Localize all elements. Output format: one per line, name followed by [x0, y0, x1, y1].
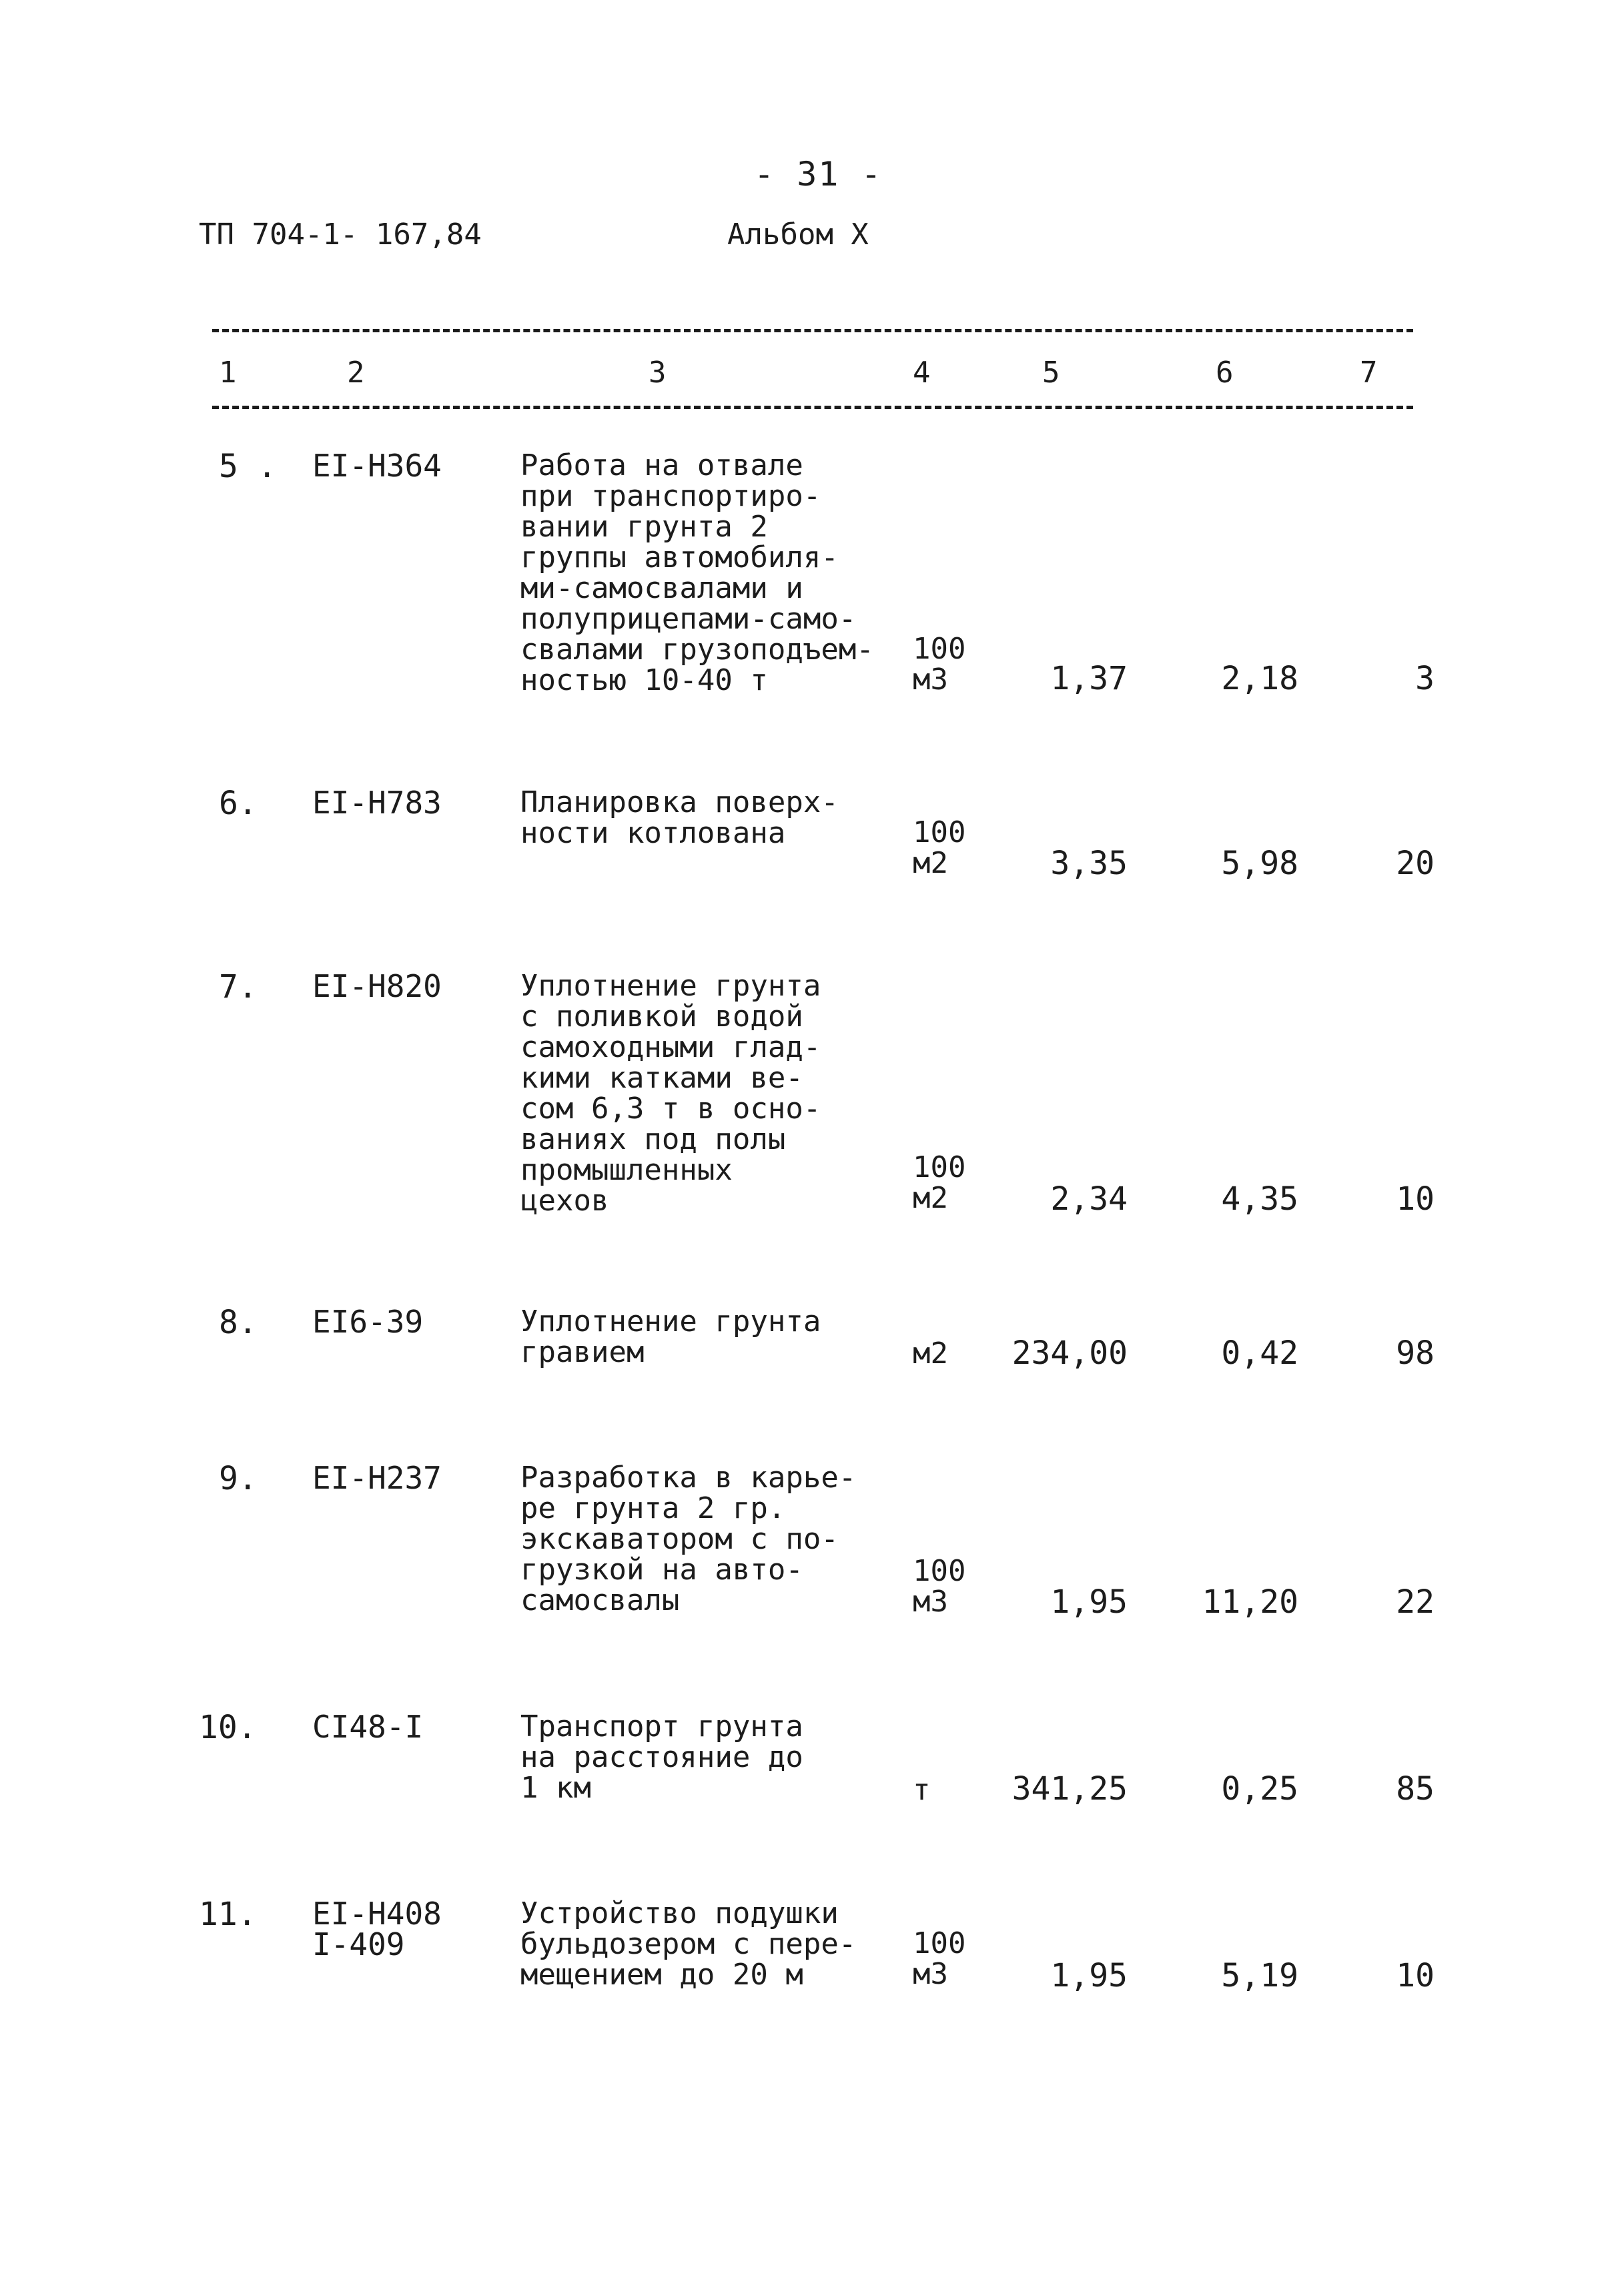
row-col7: 98: [1396, 1334, 1435, 1372]
row-code: CI48-I: [312, 1709, 424, 1745]
row-col7: 10: [1396, 1957, 1435, 1994]
row-description: Планировка поверх- ности котлована: [520, 785, 839, 850]
row-col5: 2,34: [1050, 1180, 1128, 1218]
row-code: EI-H237: [312, 1460, 442, 1496]
row-unit: м2: [913, 1336, 948, 1371]
row-col5: 1,37: [1050, 660, 1128, 697]
column-header-1: 1: [219, 356, 237, 390]
column-header-3: 3: [649, 356, 667, 390]
column-header-5: 5: [1042, 356, 1060, 390]
row-col5: 1,95: [1050, 1583, 1128, 1621]
row-col6: 2,18: [1221, 660, 1298, 697]
row-col7: 85: [1396, 1770, 1435, 1808]
row-col6: 5,19: [1221, 1957, 1298, 1994]
row-unit: 100 м2: [913, 815, 966, 880]
row-number: 7.: [219, 968, 258, 1006]
row-description: Работа на отвале при транспортиро- вании грунта 2 группы автомобиля- ми-самосвалами и полуприцепами-само- свалами грузоподъем- ностью 10-40 т: [520, 448, 874, 697]
row-col7: 22: [1396, 1583, 1435, 1621]
row-col5: 1,95: [1050, 1957, 1128, 1994]
row-col7: 10: [1396, 1180, 1435, 1218]
row-code: EI-H820: [312, 968, 442, 1004]
page-number: - 31 -: [754, 155, 883, 194]
column-header-6: 6: [1216, 356, 1234, 390]
row-unit: 100 м3: [913, 1554, 966, 1619]
column-header-2: 2: [347, 356, 365, 390]
row-code: EI-H408 I-409: [312, 1896, 442, 1962]
row-col7: 3: [1415, 660, 1435, 697]
row-number: 11.: [199, 1896, 257, 1933]
row-code: EI6-39: [312, 1304, 424, 1340]
column-header-7: 7: [1360, 356, 1378, 390]
row-description: Устройство подушки бульдозером с пере- мещением до 20 м: [520, 1896, 857, 1992]
document-code: ТП 704-1- 167,84: [199, 218, 482, 252]
column-header-4: 4: [913, 356, 931, 390]
row-number: 9.: [219, 1460, 258, 1497]
row-number: 8.: [219, 1304, 258, 1341]
row-code: EI-H364: [312, 448, 442, 484]
row-number: 5 .: [219, 448, 277, 485]
row-col5: 341,25: [1011, 1770, 1128, 1808]
row-description: Уплотнение грунта с поливкой водой самоходными глад- кими катками ве- сом 6,3 т в осно- ваниях под полы промышленных цехов: [520, 969, 821, 1218]
row-unit: 100 м2: [913, 1150, 966, 1215]
row-description: Разработка в карье- ре грунта 2 гр. экскаватором с по- грузкой на авто- самосвалы: [520, 1461, 857, 1617]
row-col5: 3,35: [1050, 845, 1128, 882]
table-header-bottom-rule: [212, 406, 1413, 409]
row-number: 10.: [199, 1709, 257, 1746]
row-col6: 11,20: [1202, 1583, 1298, 1621]
row-number: 6.: [219, 785, 258, 822]
row-col7: 20: [1396, 845, 1435, 882]
row-unit: 100 м3: [913, 1926, 966, 1991]
table-top-rule: [212, 329, 1413, 332]
row-description: Уплотнение грунта гравием: [520, 1304, 821, 1369]
row-code: EI-H783: [312, 785, 442, 821]
row-col6: 4,35: [1221, 1180, 1298, 1218]
row-description: Транспорт грунта на расстояние до 1 км: [520, 1709, 803, 1805]
row-col6: 5,98: [1221, 845, 1298, 882]
row-col6: 0,25: [1221, 1770, 1298, 1808]
album-label: Альбом X: [727, 218, 869, 252]
row-col6: 0,42: [1221, 1334, 1298, 1372]
row-col5: 234,00: [1011, 1334, 1128, 1372]
row-unit: т: [913, 1773, 931, 1807]
row-unit: 100 м3: [913, 632, 966, 697]
